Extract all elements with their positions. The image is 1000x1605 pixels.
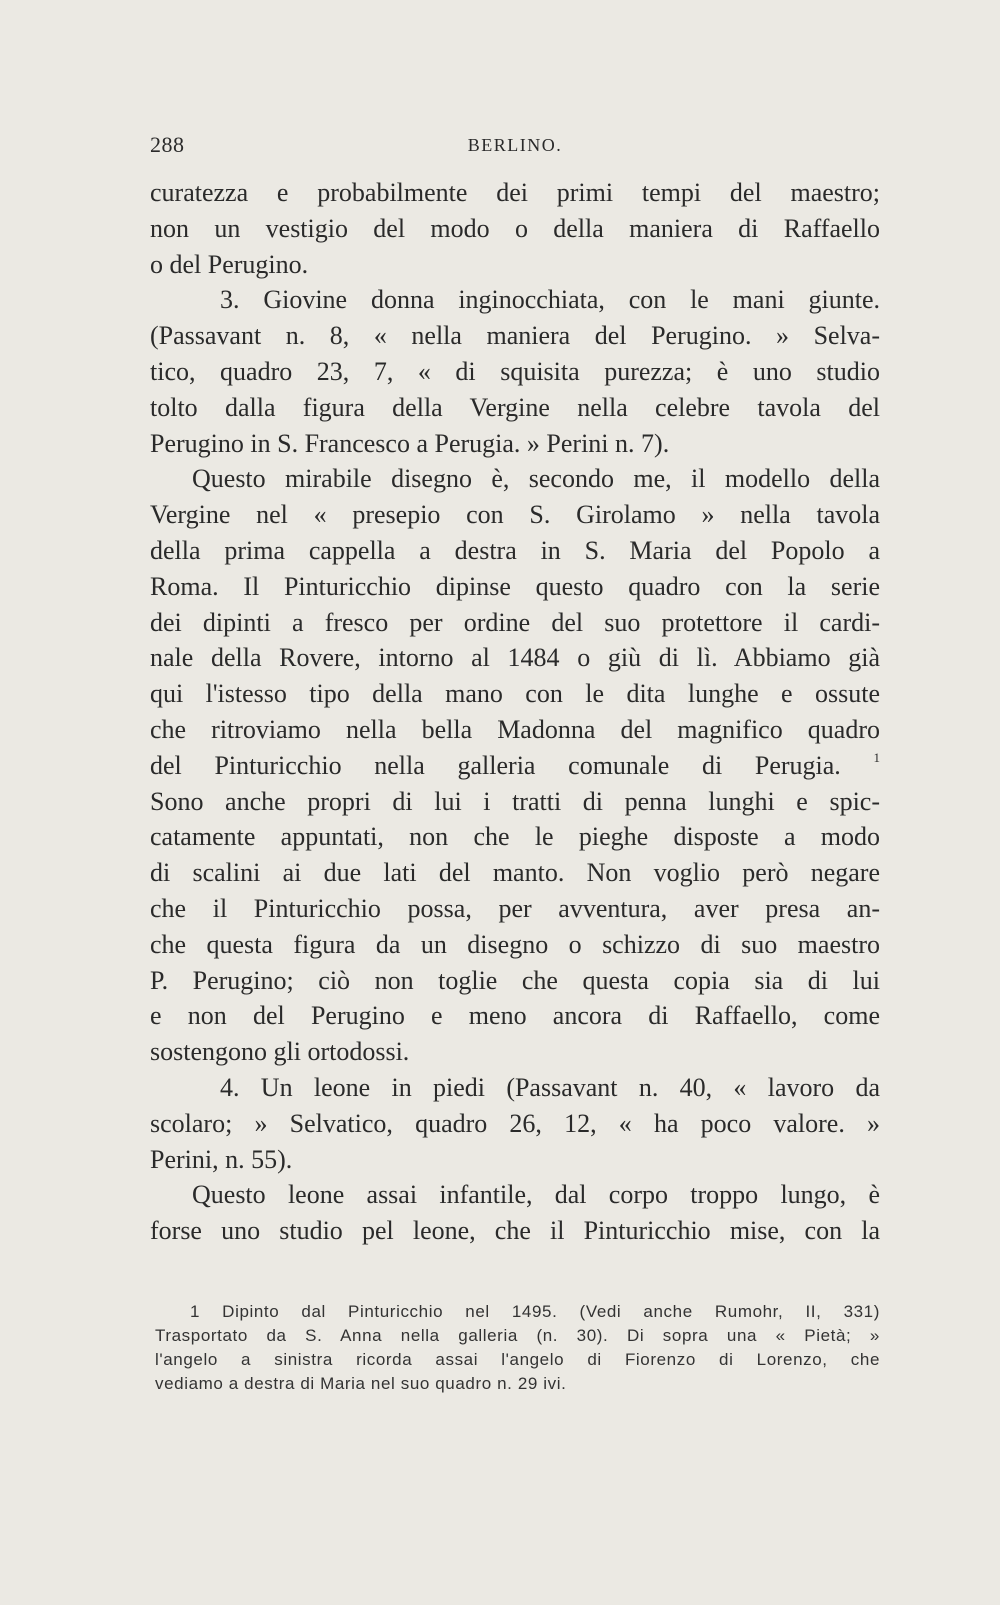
text-line: che questa figura da un disegno o schizzo di suo maestro	[150, 929, 880, 959]
footnote-reference: 1	[873, 749, 881, 765]
text-line: tolto dalla figura della Vergine nella celebre tavola del	[150, 392, 880, 422]
text-line: Perugino in S. Francesco a Perugia. » Perini n. 7).	[150, 428, 670, 458]
text-line: Questo leone assai infantile, dal corpo troppo lungo, è	[192, 1180, 880, 1210]
footnote-line: vediamo a destra di Maria nel suo quadro n. 29 ivi.	[155, 1374, 567, 1393]
running-head: BERLINO.	[467, 135, 563, 155]
text-line: e non del Perugino e meno ancora di Raffaello, come	[150, 1001, 880, 1031]
text-line: sostengono gli ortodossi.	[150, 1037, 410, 1067]
text-line: non un vestigio del modo o della maniera di Raffaello	[150, 213, 880, 243]
text-line: tico, quadro 23, 7, « di squisita purezza; è uno studio	[150, 356, 880, 386]
text-line: Perini, n. 55).	[150, 1144, 293, 1174]
text-line: dei dipinti a fresco per ordine del suo protettore il cardi-	[150, 607, 880, 637]
text-line-content: del Pinturicchio nella galleria comunale di Perugia.	[150, 750, 841, 780]
text-line: Vergine nel « presepio con S. Girolamo » nella tavola	[150, 500, 880, 530]
text-line: 3. Giovine donna inginocchiata, con le mani giunte.	[220, 285, 880, 315]
body-text	[150, 175, 880, 1249]
text-line: della prima cappella a destra in S. Maria del Popolo a	[150, 535, 880, 565]
text-line: che ritroviamo nella bella Madonna del magnifico quadro	[150, 714, 880, 744]
text-line: (Passavant n. 8, « nella maniera del Perugino. » Selva-	[150, 321, 880, 351]
text-line: Roma. Il Pinturicchio dipinse questo quadro con la serie	[150, 571, 880, 601]
text-line: scolaro; » Selvatico, quadro 26, 12, « ha poco valore. »	[150, 1108, 880, 1138]
page-number: 288	[150, 132, 185, 157]
footnote-line: Trasportato da S. Anna nella galleria (n. 30). Di sopra una « Pietà; »	[155, 1326, 880, 1345]
text-line: P. Perugino; ciò non toglie che questa copia sia di lui	[150, 965, 880, 995]
text-line: 4. Un leone in piedi (Passavant n. 40, « lavoro da	[220, 1072, 880, 1102]
text-line: Questo mirabile disegno è, secondo me, il modello della	[192, 464, 880, 494]
footnote-line: l'angelo a sinistra ricorda assai l'angelo di Fiorenzo di Lorenzo, che	[155, 1350, 880, 1369]
text-line: forse uno studio pel leone, che il Pinturicchio mise, con la	[150, 1216, 880, 1246]
text-line: qui l'istesso tipo della mano con le dita lunghe e ossute	[150, 679, 880, 709]
text-line: Sono anche propri di lui i tratti di penna lunghi e spic-	[150, 786, 880, 816]
text-line: di scalini ai due lati del manto. Non voglio però negare	[150, 858, 880, 888]
page-header	[150, 132, 880, 162]
text-line: che il Pinturicchio possa, per avventura, aver presa an-	[150, 893, 880, 923]
text-line: nale della Rovere, intorno al 1484 o giù di lì. Abbiamo già	[150, 643, 880, 673]
text-line	[150, 748, 880, 784]
text-line: o del Perugino.	[150, 249, 309, 279]
footnotes	[155, 1300, 880, 1396]
text-line: catamente appuntati, non che le pieghe disposte a modo	[150, 822, 880, 852]
footnote-line: 1 Dipinto dal Pinturicchio nel 1495. (Vedi anche Rumohr, II, 331)	[190, 1302, 880, 1321]
text-line: curatezza e probabilmente dei primi tempi del maestro;	[150, 178, 880, 207]
